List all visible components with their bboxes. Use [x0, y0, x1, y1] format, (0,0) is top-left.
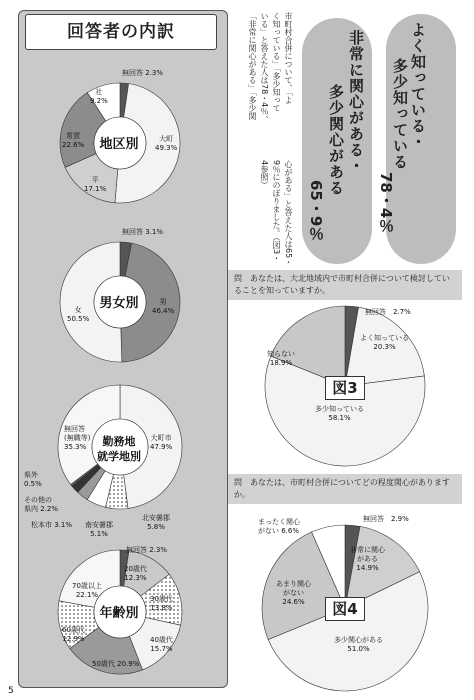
q1-label-none: 無回答 2.7% — [365, 308, 411, 316]
age-center: 年齢別 — [99, 606, 139, 621]
age-label-50: 50歳代 20.9% — [92, 660, 140, 668]
work-center: 勤務地 就学地別 — [97, 435, 141, 463]
region-label-none: 無回答 2.3% — [122, 69, 164, 77]
work-label-prefout: 県外 0.5% — [24, 471, 42, 488]
q2-label-not: まったく関心 がない 6.6% — [258, 518, 300, 535]
age-label-30: 30歳代 13.8% — [150, 595, 173, 612]
gender-label-female: 女 50.5% — [67, 306, 90, 323]
age-label-70: 70歳以上 22.1% — [72, 582, 102, 599]
work-label-omachi: 大町市 47.9% — [150, 434, 173, 451]
region-label-tsuchiya: 常賀 22.6% — [62, 132, 85, 149]
q2-label-little: あまり関心 がない 24.6% — [276, 580, 311, 606]
q2-label-very: 非常に関心 がある 14.9% — [350, 546, 385, 572]
article-col-3: いる」と答えた人は78・4％、 — [260, 12, 269, 124]
article-col-4: 「非常に関心がある」「多少関 — [248, 12, 257, 120]
age-label-40: 40歳代 15.7% — [150, 636, 173, 653]
headline-1-line-2: 多少知っている — [391, 58, 409, 170]
article-col-7: 4参照） — [260, 160, 269, 190]
q1-label-no: 知らない 18.9% — [267, 350, 295, 367]
headline-1-pct: 78・4％ — [377, 172, 395, 234]
work-label-none: 無回答 (無職等) 35.3% — [64, 425, 91, 451]
gender-label-none: 無回答 3.1% — [122, 228, 164, 236]
q1-label-somewhat: 多少知っている 58.1% — [315, 405, 364, 422]
work-label-kitaazumi: 北安曇郡 5.8% — [142, 514, 170, 531]
q1-figure-label: 図3 — [325, 376, 365, 400]
region-label-other: 社 9.2% — [90, 88, 108, 105]
panel-title: 回答者の内訳 — [25, 14, 217, 50]
article-col-2: く知っている」「多少知って — [272, 12, 281, 112]
work-label-minamiazumi: 南安曇郡 5.1% — [85, 521, 113, 538]
article-col-5: 心がある」と答えた人は65・ — [284, 160, 293, 267]
q2-question: 問 あなたは、市町村合併についてどの程度関心がありますか。 — [228, 474, 462, 504]
region-label-omachi: 大町 49.3% — [155, 135, 178, 152]
headline-1-line-1: よく知っている・ — [409, 22, 427, 150]
region-label-taira: 平 17.1% — [84, 176, 107, 193]
age-label-20: 20歳代 12.3% — [124, 565, 147, 582]
headline-2-pct: 65・9％ — [307, 180, 325, 242]
age-label-none: 無回答 2.3% — [126, 546, 168, 554]
gender-center: 男女別 — [99, 296, 139, 311]
article-col-1: 市町村合併について、「よ — [284, 12, 293, 104]
region-center: 地区別 — [99, 137, 139, 152]
gender-label-male: 男 46.4% — [152, 298, 175, 315]
work-label-other: その他の 県内 2.2% — [24, 496, 59, 513]
article-col-6: 9％にのぼりました。（図3・ — [272, 160, 281, 263]
age-label-60: 60歳代 12.9% — [62, 626, 85, 643]
headline-2-line-1: 非常に関心がある・ — [347, 30, 365, 174]
q1-label-well: よく知っている 20.3% — [360, 334, 409, 351]
q2-figure-label: 図4 — [325, 597, 365, 621]
q1-question: 問 あなたは、大北地域内で市町村合併について検討していることを知っていますか。 — [228, 270, 462, 300]
q2-label-somewhat: 多少関心がある 51.0% — [334, 636, 383, 653]
q2-label-none: 無回答 2.9% — [363, 515, 409, 523]
headline-2-line-2: 多少関心がある — [327, 84, 345, 196]
work-label-matsumoto: 松本市 3.1% — [31, 521, 73, 529]
page-number: 5 — [8, 686, 14, 696]
